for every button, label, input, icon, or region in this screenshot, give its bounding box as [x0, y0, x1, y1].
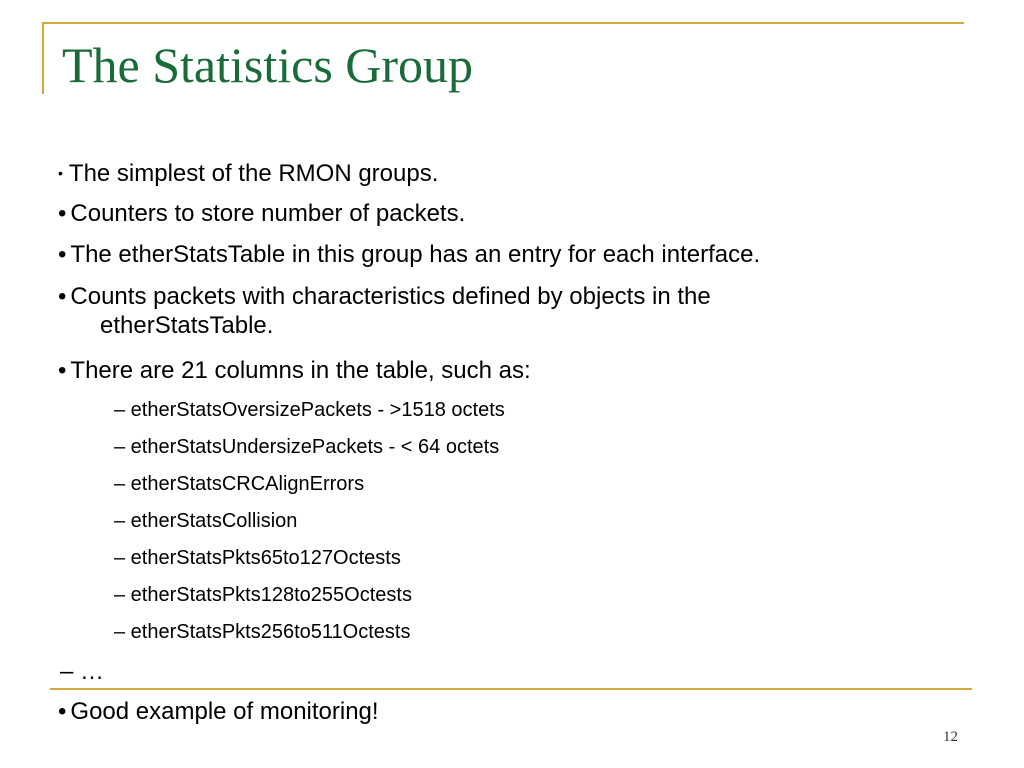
- bullet-marker: •: [58, 200, 67, 227]
- bullet-item: [58, 357, 531, 386]
- bullet-marker: •: [58, 283, 67, 310]
- sub-list-item: – etherStatsPkts65to127Octests: [114, 547, 401, 569]
- bullet-item: [58, 698, 379, 727]
- slide-title: The Statistics Group: [62, 37, 474, 93]
- bottom-accent-rule: [50, 688, 972, 690]
- page-number: 12: [943, 729, 958, 745]
- bullet-marker: •: [58, 357, 67, 384]
- bullet-item: [58, 241, 760, 270]
- bullet-text: Counts packets with characteristics defined by objects in the: [70, 283, 711, 310]
- bullet-text: Counters to store number of packets.: [70, 200, 466, 227]
- sub-list-item: – etherStatsUndersizePackets - < 64 octets: [114, 436, 500, 458]
- bullet-text: Good example of monitoring!: [70, 698, 379, 725]
- sub-list-item: – etherStatsCollision: [114, 510, 298, 532]
- bullet-text: There are 21 columns in the table, such as:: [70, 357, 531, 384]
- bullet-item: [58, 160, 438, 189]
- top-accent-rule: [42, 22, 964, 24]
- sub-list-item: – etherStatsOversizePackets - >1518 octets: [114, 399, 505, 421]
- bullet-text-continuation: etherStatsTable.: [100, 311, 274, 339]
- sub-list-item: – etherStatsCRCAlignErrors: [114, 473, 365, 495]
- bullet-item: [58, 200, 465, 229]
- sub-list-item: – etherStatsPkts128to255Octests: [114, 584, 412, 606]
- left-accent-rule: [42, 22, 44, 94]
- bullet-item: [58, 283, 711, 341]
- bullet-marker: •: [58, 698, 67, 725]
- ellipsis-item: – …: [60, 658, 105, 685]
- bullet-marker: •: [58, 241, 67, 268]
- bullet-marker: •: [58, 165, 63, 181]
- bullet-text: The simplest of the RMON groups.: [68, 160, 439, 187]
- bullet-text: The etherStatsTable in this group has an entry for each interface.: [70, 241, 761, 268]
- sub-list-item: – etherStatsPkts256to511Octests: [114, 621, 411, 643]
